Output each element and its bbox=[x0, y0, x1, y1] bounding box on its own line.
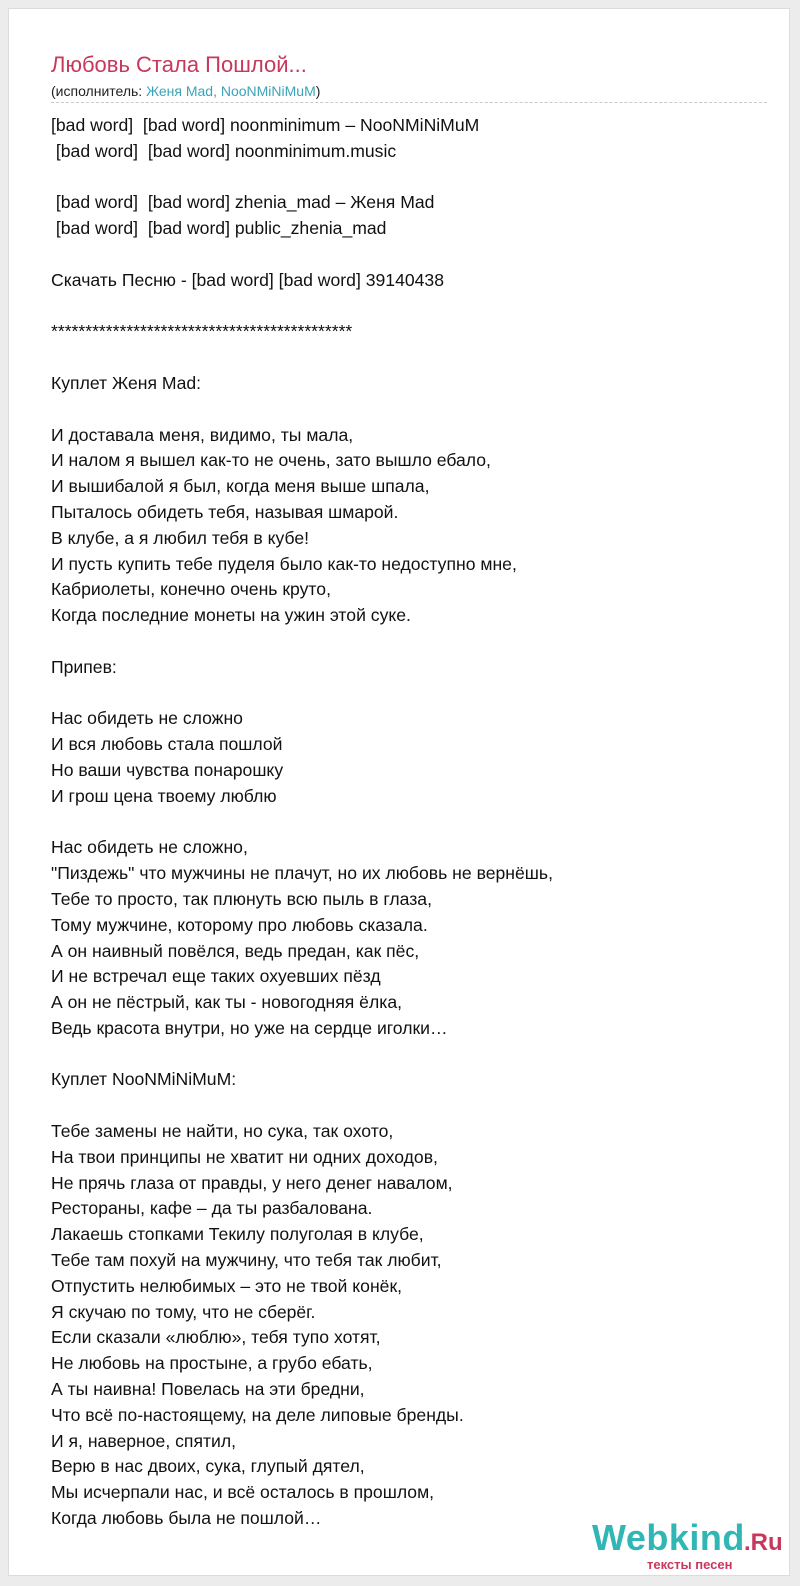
lyrics-line bbox=[51, 1093, 767, 1119]
lyrics-line bbox=[51, 242, 767, 268]
lyrics-line: Верю в нас двоих, сука, глупый дятел, bbox=[51, 1456, 365, 1477]
content-card bbox=[8, 8, 790, 1576]
lyrics-line: И грош цена твоему люблю bbox=[51, 785, 277, 806]
lyrics-line: [bad word] [bad word] public_zhenia_mad bbox=[51, 218, 387, 239]
lyrics-line: Я скучаю по тому, что не сберёг. bbox=[51, 1301, 316, 1322]
site-logo[interactable] bbox=[592, 1517, 782, 1577]
lyrics-line: И пусть купить тебе пуделя было как-то недоступно мне, bbox=[51, 553, 517, 574]
lyrics-line: Отпустить нелюбимых – это не твой конёк, bbox=[51, 1275, 403, 1296]
lyrics-line: И вся любовь стала пошлой bbox=[51, 734, 283, 755]
lyrics-line: Лакаешь стопками Текилу полуголая в клубе, bbox=[51, 1224, 424, 1245]
lyrics-line: Пыталось обидеть тебя, называя шмарой. bbox=[51, 501, 399, 522]
lyrics-line: Куплет NooNMiNiMuM: bbox=[51, 1069, 237, 1090]
lyrics-line: Не прячь глаза от правды, у него денег навалом, bbox=[51, 1172, 453, 1193]
lyrics-line: И не встречал еще таких охуевших пёзд bbox=[51, 966, 381, 987]
lyrics-line: [bad word] [bad word] noonminimum – NooNMiNiMuM bbox=[51, 115, 480, 135]
logo-domain: .Ru bbox=[744, 1529, 783, 1556]
lyrics-line: "Пиздежь" что мужчины не плачут, но их любовь не вернёшь, bbox=[51, 863, 553, 884]
lyrics-line: Если сказали «люблю», тебя тупо хотят, bbox=[51, 1327, 381, 1348]
lyrics-line: Когда любовь была не пошлой… bbox=[51, 1508, 322, 1529]
lyrics-line bbox=[51, 1042, 767, 1068]
logo-wordmark: Webkind bbox=[592, 1517, 745, 1558]
lyrics-line: [bad word] [bad word] noonminimum.music bbox=[51, 140, 397, 161]
lyrics-line: Кабриолеты, конечно очень круто, bbox=[51, 579, 331, 600]
lyrics-line: ******************************************** bbox=[51, 321, 353, 342]
lyrics-line: Рестораны, кафе – да ты разбалована. bbox=[51, 1198, 373, 1219]
artist-link[interactable]: Женя Mad, NooNMiNiMuM bbox=[146, 83, 316, 99]
lyrics-line: Ведь красота внутри, но уже на сердце иголки… bbox=[51, 1017, 448, 1038]
lyrics-line: Скачать Песню - [bad word] [bad word] 39140438 bbox=[51, 269, 444, 290]
artist-suffix: ) bbox=[315, 83, 321, 99]
lyrics-line: Припев: bbox=[51, 656, 117, 677]
lyrics-line bbox=[51, 681, 767, 707]
lyrics-body bbox=[51, 113, 767, 1532]
lyrics-line: На твои принципы не хватит ни одних доходов, bbox=[51, 1146, 438, 1167]
artist-prefix: (исполнитель: bbox=[51, 83, 147, 99]
lyrics-line: И доставала меня, видимо, ты мала, bbox=[51, 424, 354, 445]
lyrics-line: И налом я вышел как-то не очень, зато вышло ебало, bbox=[51, 450, 491, 471]
lyrics-line: И вышибалой я был, когда меня выше шпала, bbox=[51, 476, 430, 497]
lyrics-line: И я, наверное, спятил, bbox=[51, 1430, 237, 1451]
header-divider bbox=[51, 102, 767, 103]
lyrics-line: Что всё по-настоящему, на деле липовые бренды. bbox=[51, 1404, 464, 1425]
lyrics-line bbox=[51, 629, 767, 655]
lyrics-line: Мы исчерпали нас, и всё осталось в прошлом, bbox=[51, 1482, 435, 1503]
lyrics-line: Нас обидеть не сложно, bbox=[51, 837, 248, 858]
lyrics-line bbox=[51, 397, 767, 423]
artist-line bbox=[51, 82, 320, 100]
lyrics-line: А он наивный повёлся, ведь предан, как пёс, bbox=[51, 940, 420, 961]
lyrics-line bbox=[51, 810, 767, 836]
lyrics-line: А ты наивна! Повелась на эти бредни, bbox=[51, 1379, 365, 1400]
lyrics-line: Куплет Женя Mad: bbox=[51, 372, 202, 393]
lyrics-line: Но ваши чувства понарошку bbox=[51, 759, 284, 780]
lyrics-line bbox=[51, 165, 767, 191]
lyrics-line: Тебе то просто, так плюнуть всю пыль в глаза, bbox=[51, 888, 432, 909]
lyrics-line: [bad word] [bad word] zhenia_mad – Женя Mad bbox=[51, 192, 435, 213]
lyrics-line: Тебе там похуй на мужчину, что тебя так любит, bbox=[51, 1250, 442, 1271]
lyrics-line: Тому мужчине, которому про любовь сказала. bbox=[51, 914, 428, 935]
logo-tagline: тексты песен bbox=[647, 1557, 733, 1572]
lyrics-line: Нас обидеть не сложно bbox=[51, 708, 243, 729]
lyrics-line: В клубе, а я любил тебя в кубе! bbox=[51, 527, 310, 548]
lyrics-line bbox=[51, 345, 767, 371]
lyrics-line bbox=[51, 294, 767, 320]
lyrics-line: А он не пёстрый, как ты - новогодняя ёлка, bbox=[51, 992, 402, 1013]
song-title: Любовь Стала Пошлой... bbox=[51, 52, 307, 77]
lyrics-line: Когда последние монеты на ужин этой суке. bbox=[51, 605, 411, 626]
lyrics-line: Не любовь на простыне, а грубо ебать, bbox=[51, 1353, 373, 1374]
lyrics-line: Тебе замены не найти, но сука, так охото, bbox=[51, 1121, 394, 1142]
